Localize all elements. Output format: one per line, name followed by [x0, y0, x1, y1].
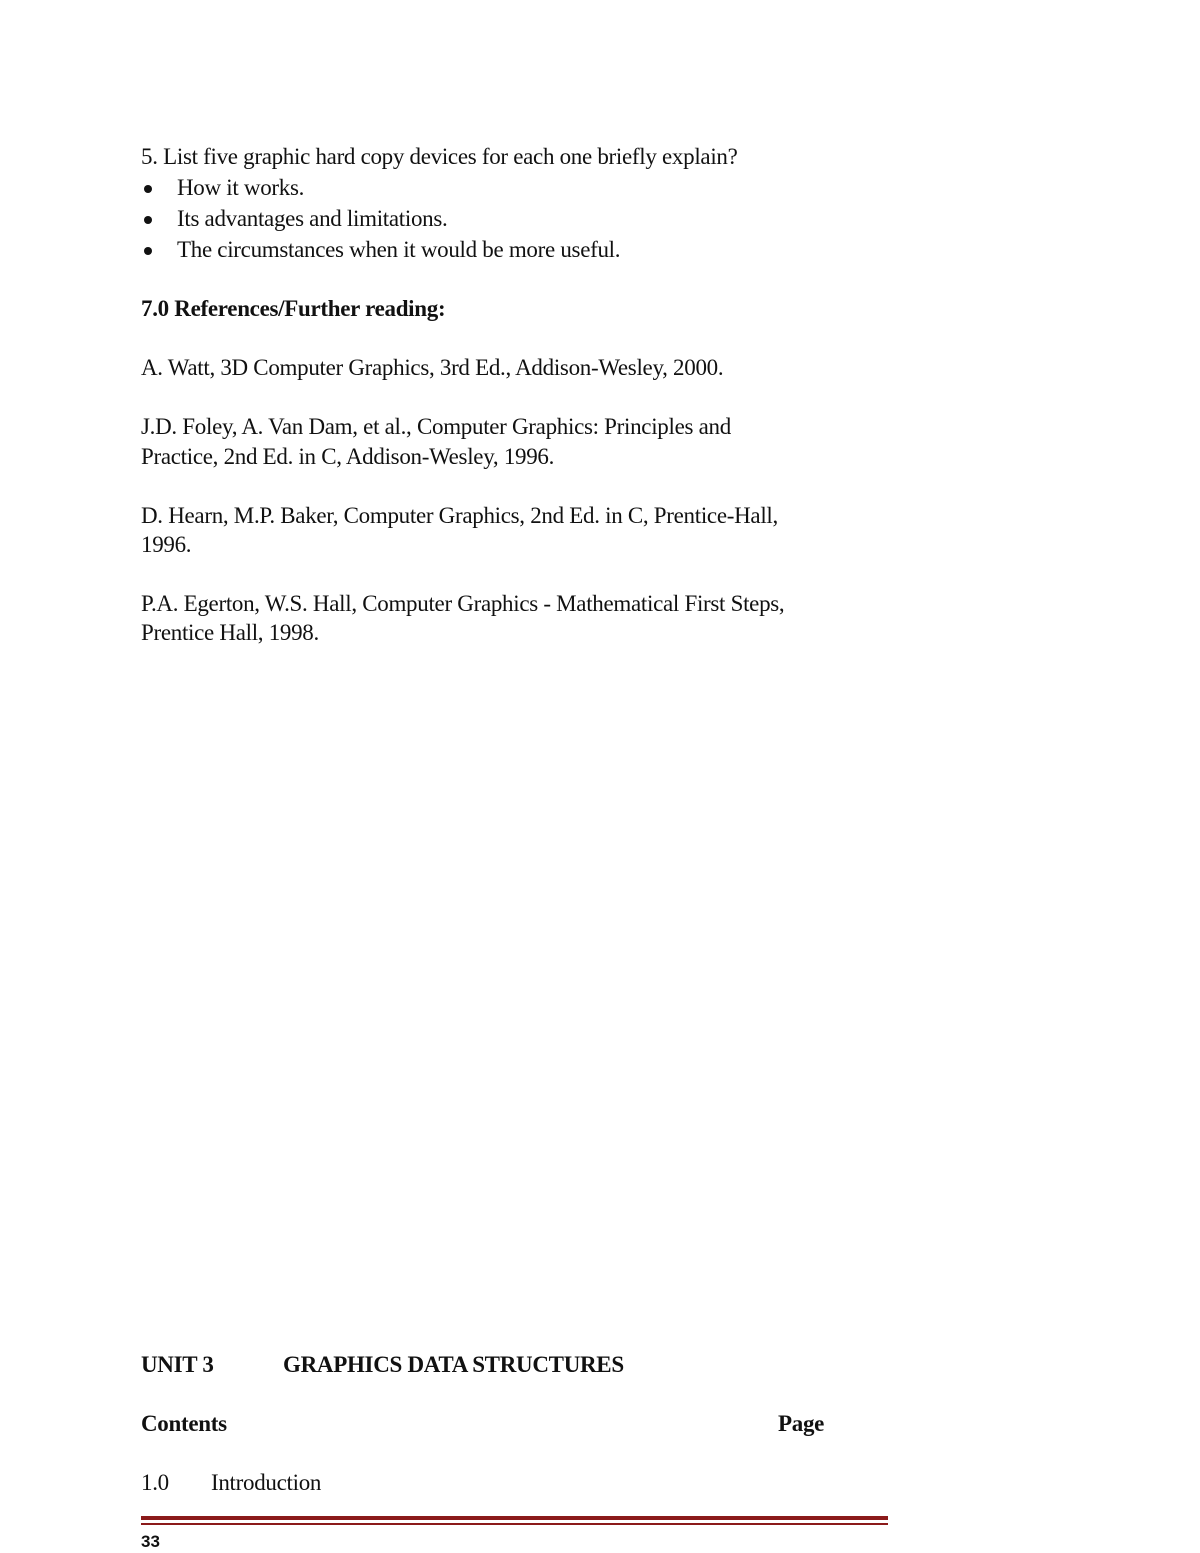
- reference-line: 1996.: [141, 532, 192, 557]
- footer-rule: [141, 1516, 888, 1520]
- reference-line: A. Watt, 3D Computer Graphics, 3rd Ed., Addison-Wesley, 2000.: [141, 355, 724, 380]
- bullet-text: Its advantages and limitations.: [177, 206, 448, 231]
- page-number: 33: [141, 1532, 160, 1551]
- toc-item-number: 1.0: [141, 1470, 169, 1495]
- footer-rule-thin: [141, 1523, 888, 1525]
- reference-line: Practice, 2nd Ed. in C, Addison-Wesley, 1996.: [141, 444, 555, 469]
- toc-item-title: Introduction: [211, 1470, 322, 1495]
- bullet-text: How it works.: [177, 175, 305, 200]
- exercise-question: 5. List five graphic hard copy devices for each one briefly explain?: [141, 144, 738, 169]
- reference-line: Prentice Hall, 1998.: [141, 620, 319, 645]
- reference-line: D. Hearn, M.P. Baker, Computer Graphics, 2nd Ed. in C, Prentice-Hall,: [141, 503, 778, 528]
- reference-line: P.A. Egerton, W.S. Hall, Computer Graphics - Mathematical First Steps,: [141, 591, 785, 616]
- unit-number: UNIT 3: [141, 1352, 214, 1377]
- references-heading: 7.0 References/Further reading:: [141, 296, 446, 321]
- contents-label: Contents: [141, 1411, 227, 1436]
- bullet-icon: [144, 216, 152, 224]
- bullet-icon: [144, 247, 152, 255]
- unit-title: GRAPHICS DATA STRUCTURES: [283, 1352, 624, 1377]
- reference-line: J.D. Foley, A. Van Dam, et al., Computer Graphics: Principles and: [141, 414, 731, 439]
- page-column-label: Page: [778, 1411, 825, 1436]
- bullet-icon: [144, 185, 152, 193]
- bullet-text: The circumstances when it would be more useful.: [177, 237, 621, 262]
